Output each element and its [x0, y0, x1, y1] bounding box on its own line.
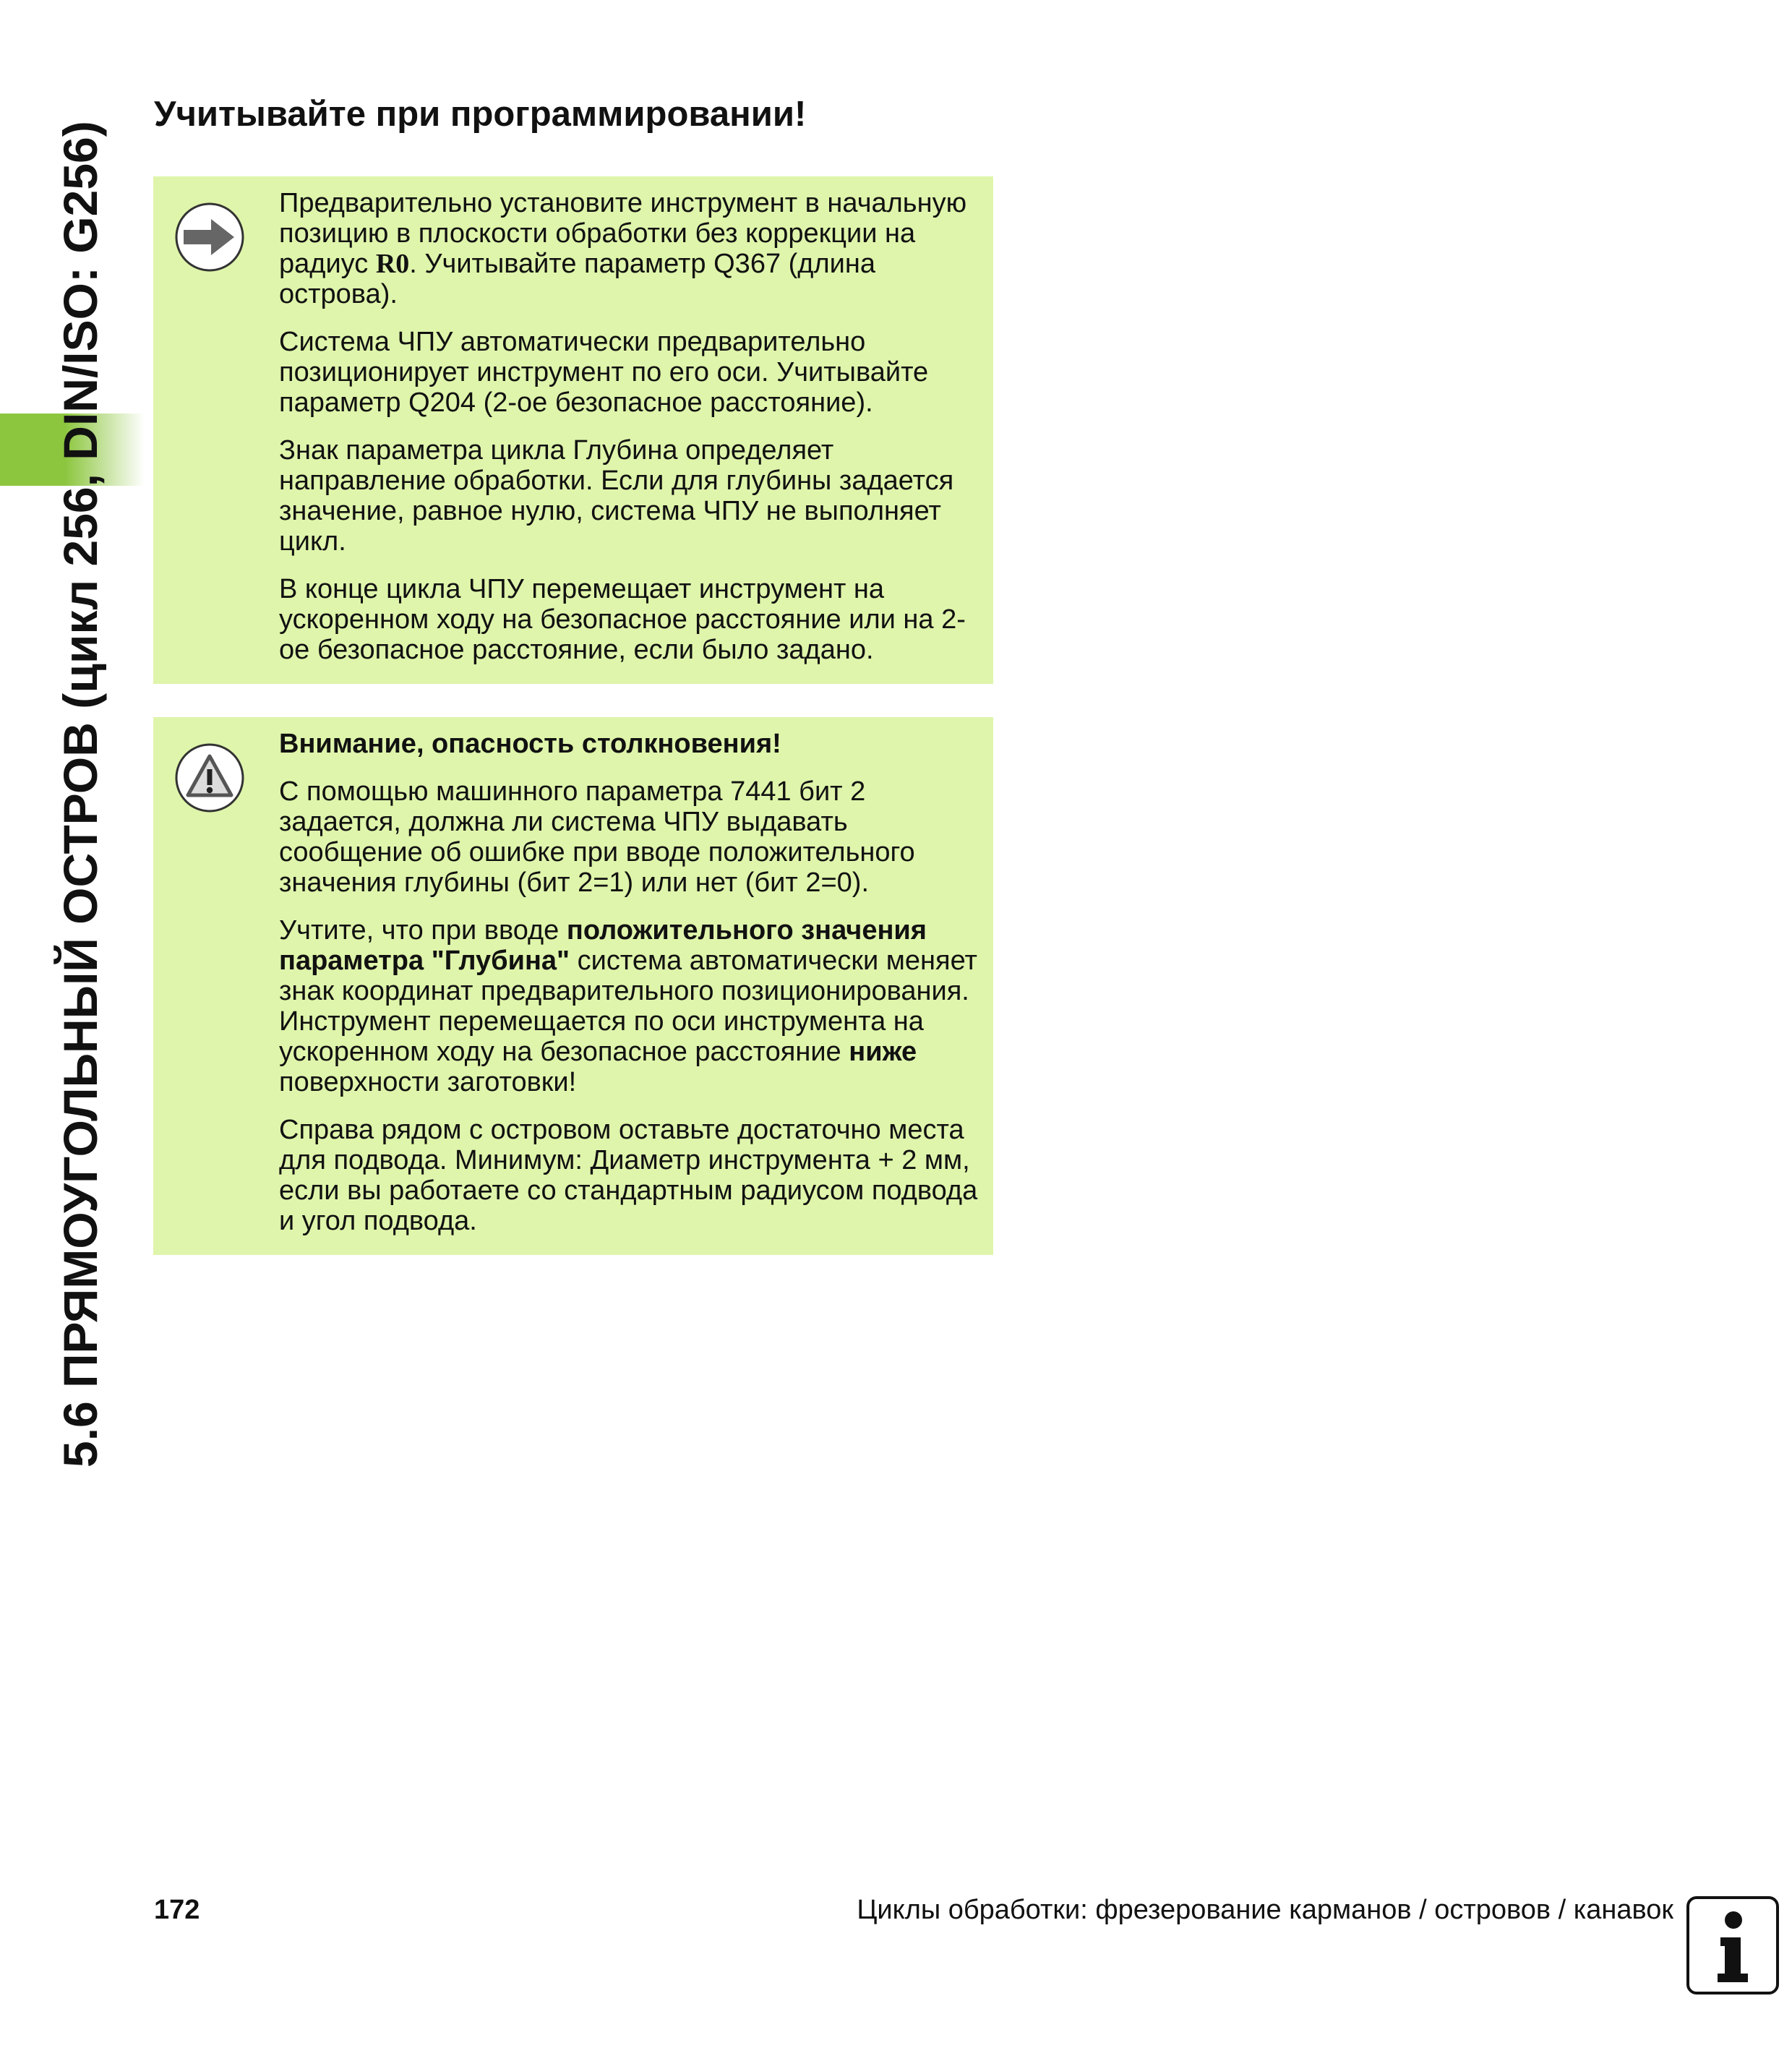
note-paragraph-3: Знак параметра цикла Глубина определяет направление обработки. Если для глубины задается значение, равное нулю, система ЧПУ не выполняет цикл.: [279, 435, 954, 557]
warning-box: [153, 717, 993, 1255]
page-number: 172: [154, 1895, 200, 1925]
page-heading: Учитывайте при программировании!: [154, 95, 807, 134]
footer-chapter-text: Циклы обработки: фрезерование карманов / островов / канавок: [857, 1895, 1673, 1925]
warning-title: Внимание, опасность столкновения!: [279, 729, 781, 759]
note-box: [153, 176, 993, 684]
warning-paragraph-2: Учтите, что при вводе положительного значения параметра "Глубина" система автоматически меняет знак координат предварительного позиционирования. Инструмент перемещается по оси инструмента на ускоренном ходу на безопасное расстояние ниже поверхности заготовки!: [279, 915, 977, 1097]
side-chapter-title: 5.6 ПРЯМОУГОЛЬНЫЙ ОСТРОВ (цикл 256, DIN/ISO: G256): [53, 121, 107, 1468]
warning-text: [279, 729, 982, 1254]
warning-triangle-icon: [173, 742, 246, 814]
warning-paragraph-3: Справа рядом с островом оставьте достаточно места для подвода. Минимум: Диаметр инструмента + 2 мм, если вы работаете со стандартным радиусом подвода и угол подвода.: [279, 1115, 978, 1236]
r0-term: R0: [375, 249, 410, 279]
note-text: [279, 188, 982, 682]
info-icon: [1686, 1895, 1780, 1995]
warning-paragraph-1: С помощью машинного параметра 7441 бит 2 задается, должна ли система ЧПУ выдавать сообщение об ошибке при вводе положительного значения глубины (бит 2=1) или нет (бит 2=0).: [279, 776, 915, 898]
note-paragraph-4: В конце цикла ЧПУ перемещает инструмент на ускоренном ходу на безопасное расстояние или на 2-ое безопасное расстояние, если было задано.: [279, 574, 966, 665]
note-paragraph-1: Предварительно установите инструмент в начальную позицию в плоскости обработки без коррекции на радиус R0. Учитывайте параметр Q367 (длина острова).: [279, 188, 967, 309]
note-paragraph-2: Система ЧПУ автоматически предварительно позиционирует инструмент по его оси. Учитывайте параметр Q204 (2-ое безопасное расстояние).: [279, 327, 929, 418]
arrow-right-icon: [173, 201, 246, 273]
